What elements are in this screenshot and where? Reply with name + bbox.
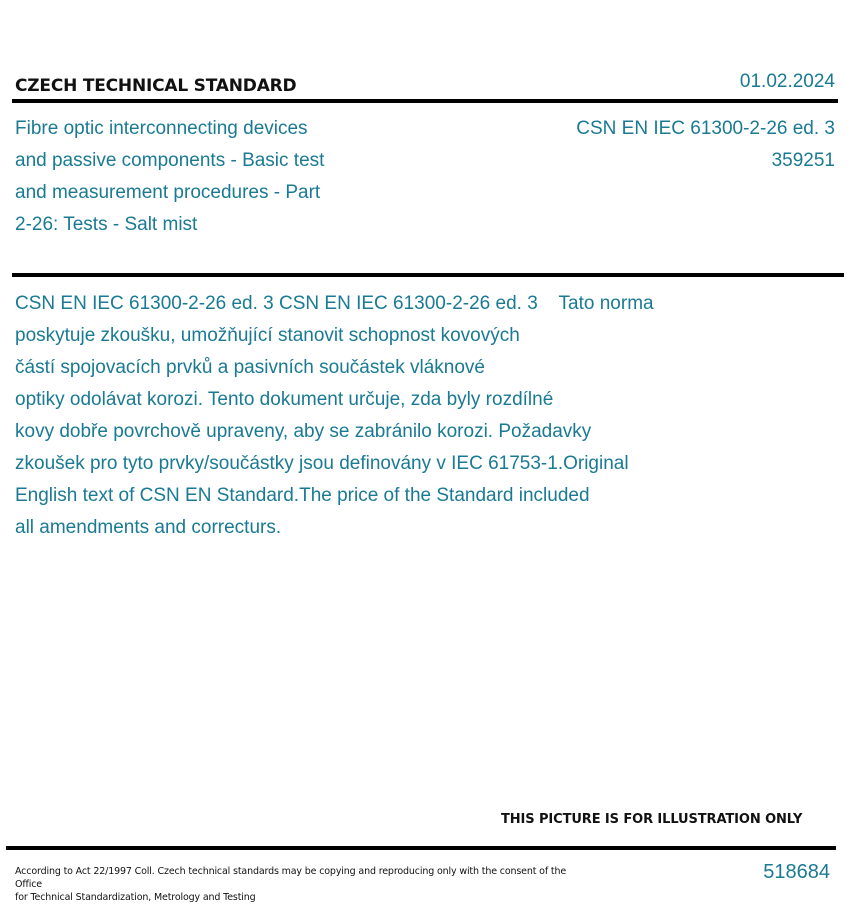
- title-divider: [12, 273, 844, 277]
- description-line: optiky odolávat korozi. Tento dokument určuje, zda byly rozdílné: [15, 389, 554, 410]
- legal-notice-line: According to Act 22/1997 Coll. Czech technical standards may be copying and reproducing only with the consent of the Office: [15, 866, 567, 890]
- publication-date: 01.02.2024: [739, 71, 835, 92]
- description-line: kovy dobře povrchově upraveny, aby se zabránilo korozi. Požadavky: [15, 421, 592, 442]
- title-line: and measurement procedures - Part: [15, 182, 321, 203]
- description-line: English text of CSN EN Standard.The price of the Standard included: [15, 485, 590, 506]
- description-line: poskytuje zkoušku, umožňující stanovit schopnost kovových: [15, 325, 520, 346]
- description-line: částí spojovacích prvků a pasivních součástek vláknové: [15, 357, 485, 378]
- standard-identification: [576, 113, 835, 177]
- standard-title: [15, 113, 405, 241]
- legal-notice: [15, 865, 585, 904]
- header-divider: [12, 99, 838, 103]
- standard-description: [15, 288, 775, 544]
- description-line: all amendments and correcturs.: [15, 517, 282, 538]
- legal-notice-line: for Technical Standardization, Metrology and Testing: [15, 892, 256, 903]
- document-type-label: CZECH TECHNICAL STANDARD: [15, 76, 297, 96]
- catalog-number: 359251: [771, 150, 835, 171]
- description-line: zkoušek pro tyto prvky/součástky jsou definovány v IEC 61753-1.Original: [15, 453, 629, 474]
- title-line: Fibre optic interconnecting devices: [15, 118, 308, 139]
- title-line: and passive components - Basic test: [15, 150, 325, 171]
- footer-divider: [6, 846, 836, 850]
- illustration-note: THIS PICTURE IS FOR ILLUSTRATION ONLY: [501, 812, 803, 827]
- description-line: CSN EN IEC 61300-2-26 ed. 3 CSN EN IEC 61300-2-26 ed. 3 Tato norma: [15, 293, 654, 314]
- document-id: 518684: [763, 861, 830, 883]
- title-line: 2-26: Tests - Salt mist: [15, 214, 198, 235]
- standard-code: CSN EN IEC 61300-2-26 ed. 3: [576, 118, 835, 139]
